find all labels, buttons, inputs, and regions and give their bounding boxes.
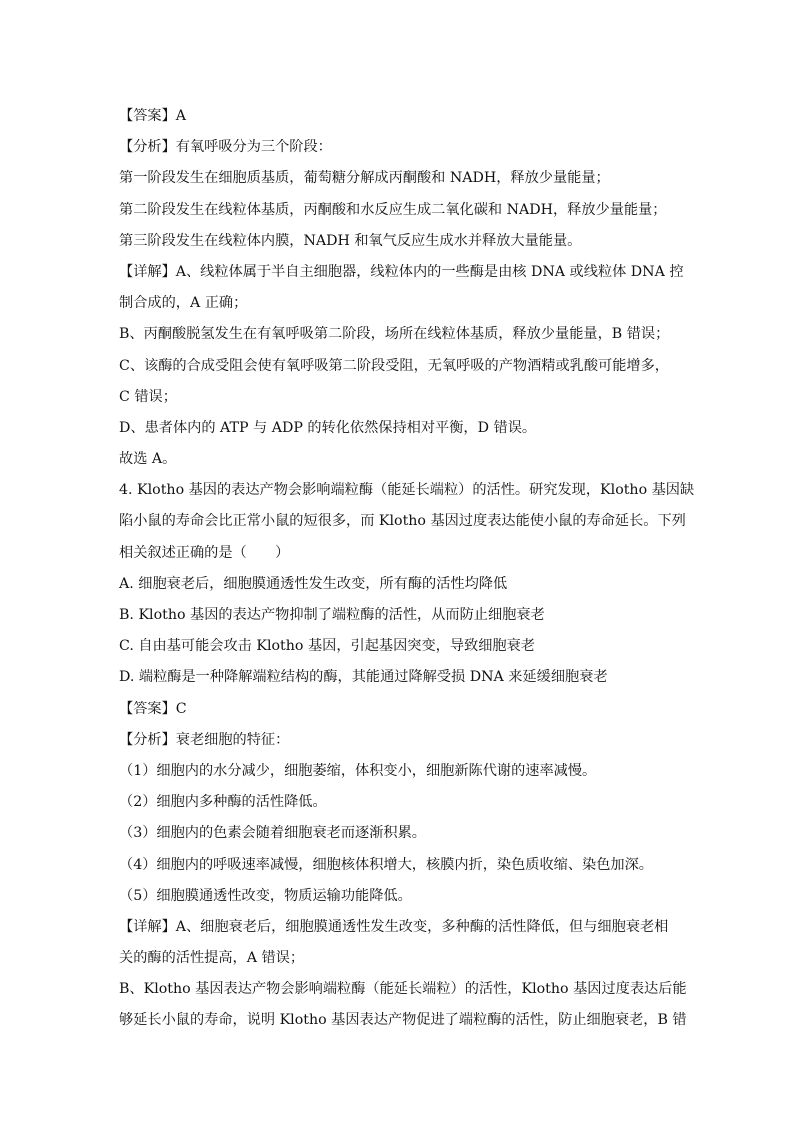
analysis-stage-2: 第二阶段发生在线粒体基质，丙酮酸和水反应生成二氧化碳和 NADH，释放少量能量；: [119, 201, 667, 218]
answer-line-q3: 【答案】A: [119, 108, 186, 124]
explanation-c-line-2: C 错误；: [119, 388, 177, 405]
question-4-line-3: 相关叙述正确的是（ ）: [119, 544, 290, 561]
aging-feature-3: （3）细胞内的色素会随着细胞衰老而逐渐积累。: [119, 825, 426, 842]
explanation-d: D、患者体内的 ATP 与 ADP 的转化依然保持相对平衡，D 错误。: [119, 419, 537, 436]
option-c: C. 自由基可能会攻击 Klotho 基因，引起基因突变，导致细胞衰老: [119, 638, 535, 655]
aging-feature-4: （4）细胞内的呼吸速率减慢，细胞核体积增大，核膜内折，染色质收缩、染色加深。: [119, 856, 653, 873]
option-d: D. 端粒酶是一种降解端粒结构的酶，其能通过降解受损 DNA 来延缓细胞衰老: [119, 669, 608, 686]
document-body: [119, 101, 695, 1037]
conclusion-q3: 故选 A。: [119, 451, 177, 468]
aging-feature-5: （5）细胞膜通透性改变，物质运输功能降低。: [119, 887, 412, 904]
explanation-a-line-1: 【详解】A、线粒体属于半自主细胞器，线粒体内的一些酶是由核 DNA 或线粒体 DNA 控: [119, 263, 684, 280]
aging-feature-1: （1）细胞内的水分减少，细胞萎缩，体积变小，细胞新陈代谢的速率减慢。: [119, 762, 597, 779]
option-b: B. Klotho 基因的表达产物抑制了端粒酶的活性，从而防止细胞衰老: [119, 607, 545, 623]
option-a: A. 细胞衰老后，细胞膜通透性发生改变，所有酶的活性均降低: [119, 575, 508, 592]
explanation-q4-a-line-1: 【详解】A、细胞衰老后，细胞膜通透性发生改变，多种酶的活性降低，但与细胞衰老相: [119, 918, 669, 935]
explanation-q4-a-line-2: 关的酶的活性提高，A 错误；: [119, 950, 305, 967]
aging-feature-2: （2）细胞内多种酶的活性降低。: [119, 794, 327, 811]
question-4-line-2: 陷小鼠的寿命会比正常小鼠的短很多，而 Klotho 基因过度表达能使小鼠的寿命延长。下列: [119, 513, 686, 530]
analysis-heading-q3: 【分析】有氧呼吸分为三个阶段：: [119, 139, 332, 156]
analysis-heading-q4: 【分析】衰老细胞的特征：: [119, 731, 290, 748]
explanation-a-line-2: 制合成的，A 正确；: [119, 295, 248, 312]
analysis-stage-1: 第一阶段发生在细胞质基质，葡萄糖分解成丙酮酸和 NADH，释放少量能量；: [119, 170, 610, 187]
explanation-b: B、丙酮酸脱氢发生在有氧呼吸第二阶段，场所在线粒体基质，释放少量能量，B 错误；: [119, 326, 670, 343]
answer-line-q4: 【答案】C: [119, 700, 187, 717]
explanation-q4-b-line-2: 够延长小鼠的寿命，说明 Klotho 基因表达产物促进了端粒酶的活性，防止细胞衰老，B 错: [119, 1012, 687, 1029]
explanation-c-line-1: C、该酶的合成受阻会使有氧呼吸第二阶段受阻，无氧呼吸的产物酒精或乳酸可能增多，: [119, 357, 669, 374]
explanation-q4-b-line-1: B、Klotho 基因表达产物会影响端粒酶（能延长端粒）的活性，Klotho 基因过度表达后能: [119, 981, 687, 998]
question-4-line-1: 4. Klotho 基因的表达产物会影响端粒酶（能延长端粒）的活性。研究发现，Klotho 基因缺: [119, 482, 695, 499]
analysis-stage-3: 第三阶段发生在线粒体内膜，NADH 和氧气反应生成水并释放大量能量。: [119, 232, 582, 249]
